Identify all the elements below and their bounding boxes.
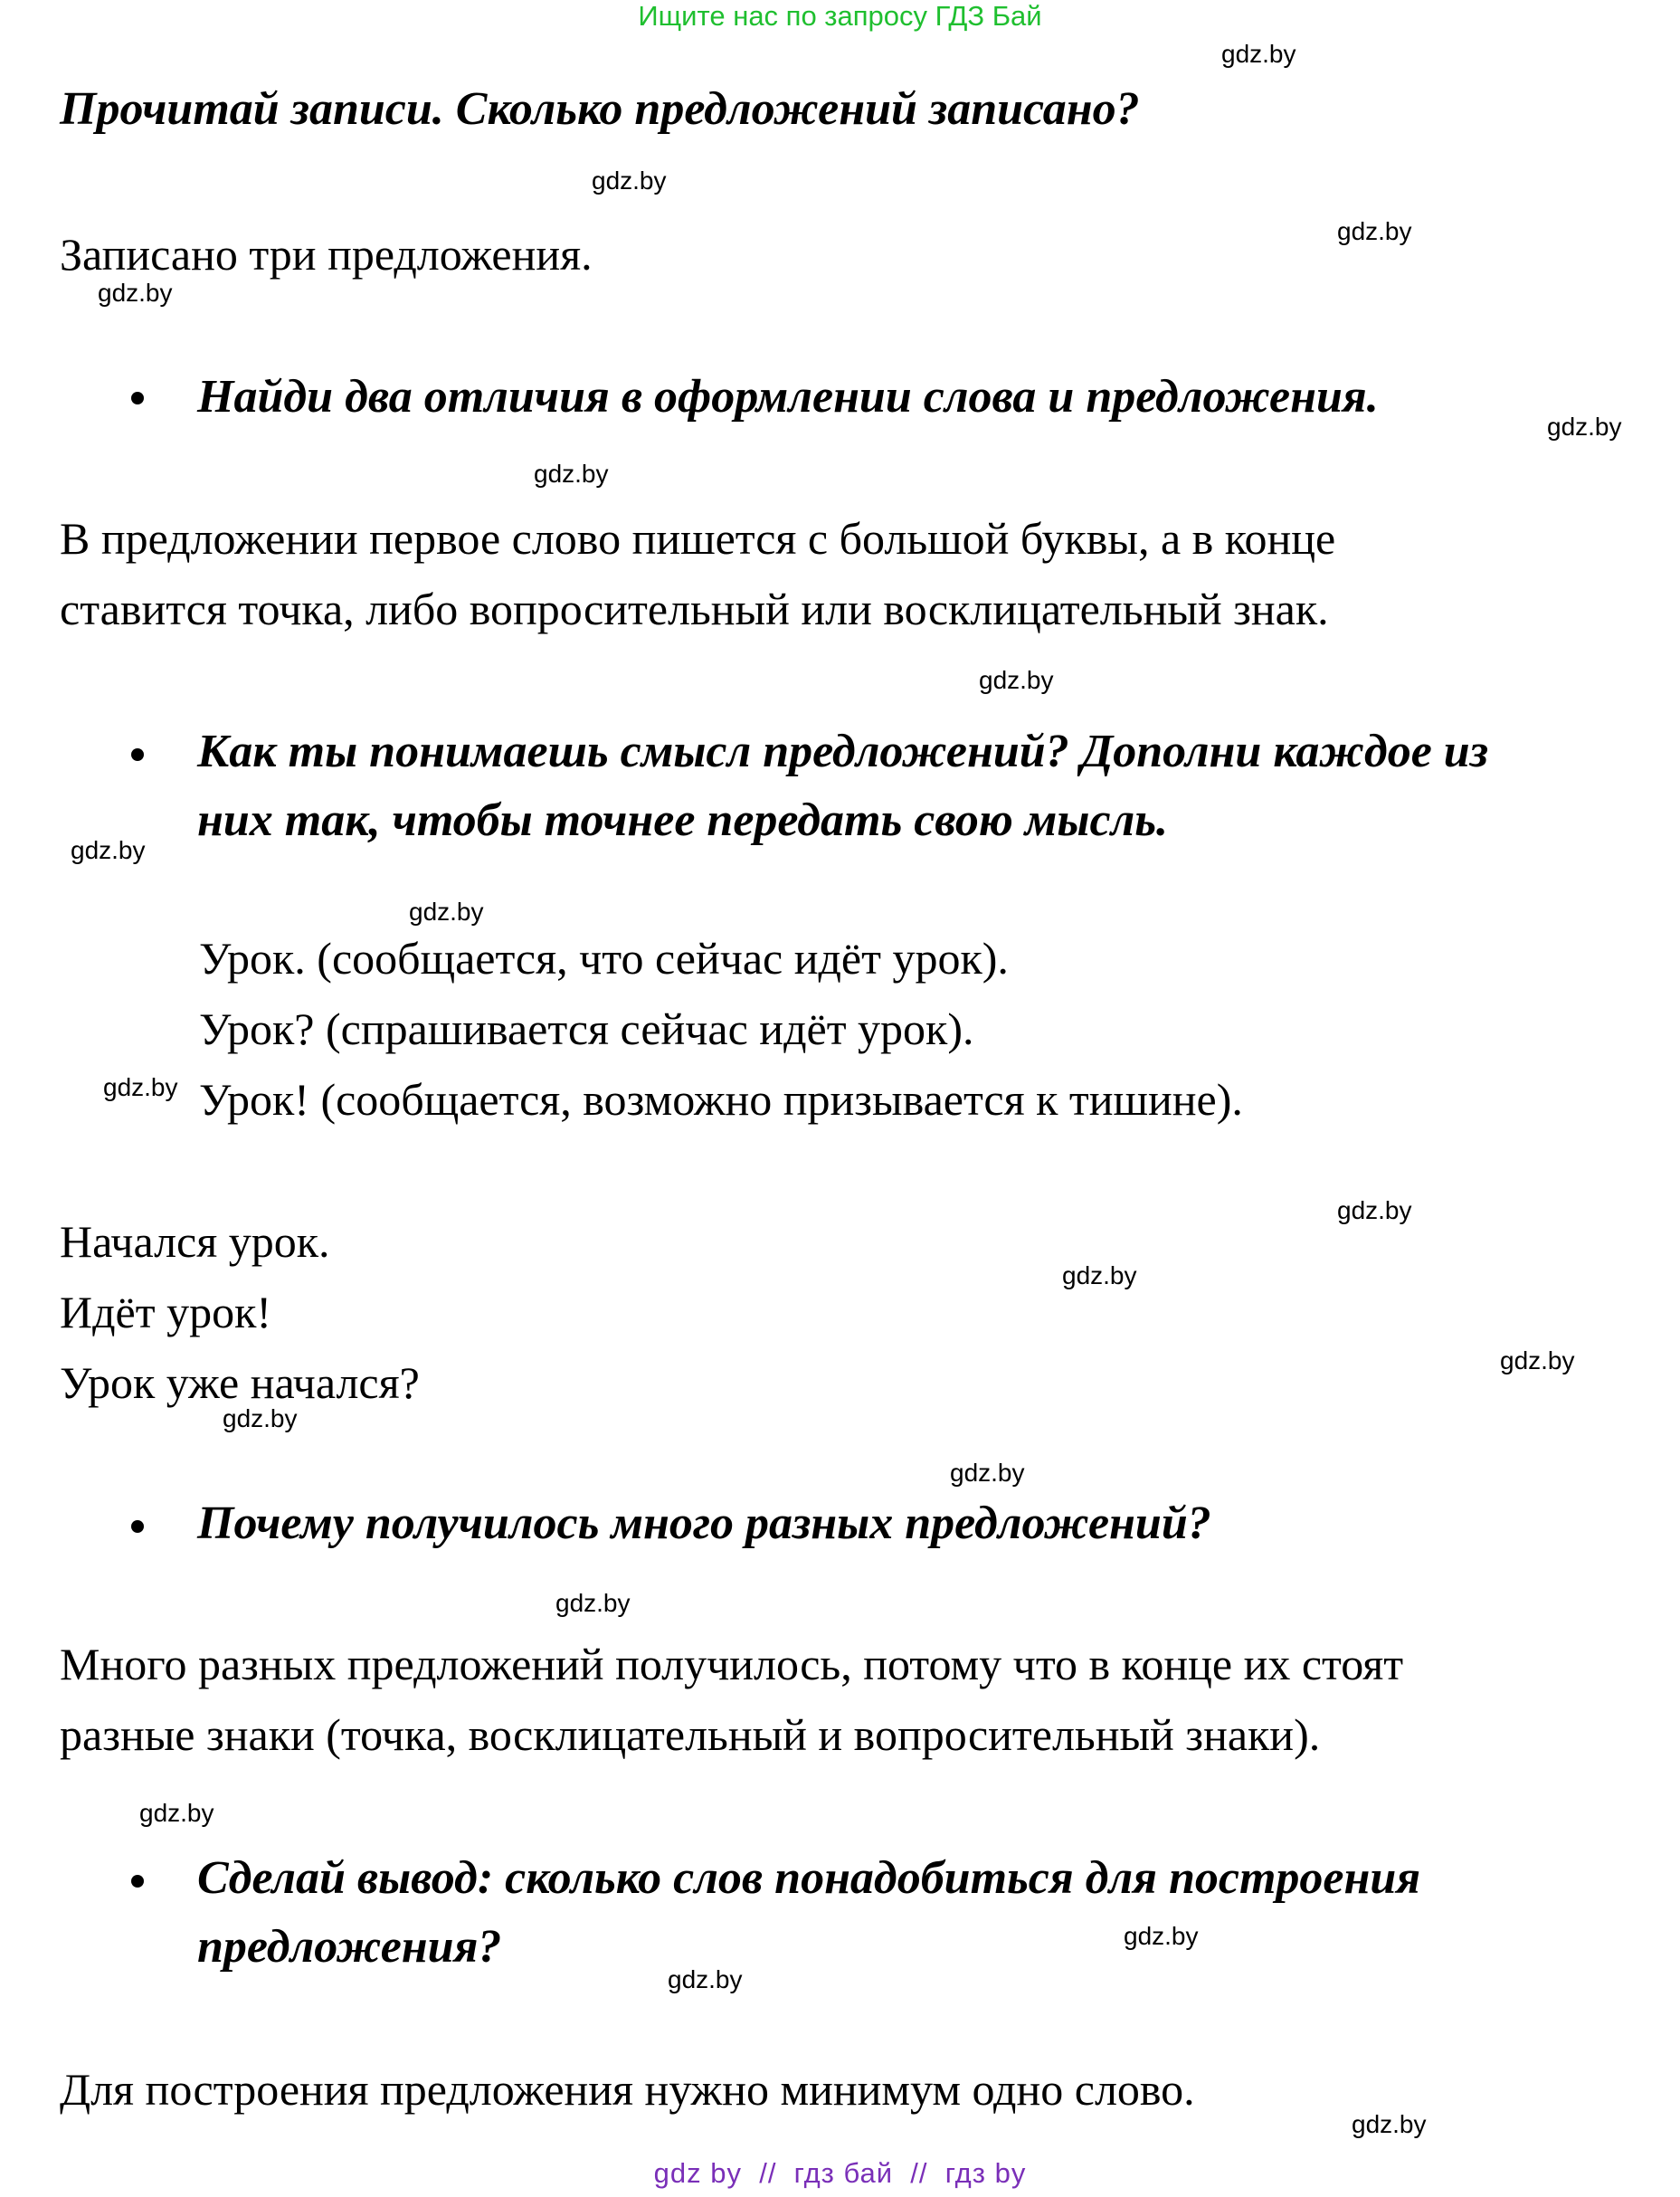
question-5-line-1: Сделай вывод: сколько слов понадобиться для построения [197, 1852, 1421, 1904]
answer-3-item: Урок! (сообщается, возможно призывается к тишине). [199, 1074, 1243, 1125]
watermark: gdz.by [979, 666, 1054, 694]
watermark: gdz.by [71, 836, 146, 864]
question-3-line-1: Как ты понимаешь смысл предложений? Дополни каждое из [197, 726, 1488, 777]
watermark: gdz.by [1547, 413, 1622, 441]
answer-2-line-1: В предложении первое слово пишется с большой буквы, а в конце [60, 513, 1336, 564]
bullet-icon [131, 392, 144, 404]
watermark: gdz.by [592, 166, 667, 195]
answer-2-line-2: ставится точка, либо вопросительный или восклицательный знак. [60, 584, 1329, 634]
watermark: gdz.by [139, 1799, 214, 1827]
answer-4-line-1: Много разных предложений получилось, потому что в конце их стоят [60, 1639, 1404, 1689]
watermark: gdz.by [1337, 217, 1412, 245]
answer-3-example: Начался урок. [60, 1216, 330, 1267]
watermark: gdz.by [1500, 1346, 1575, 1374]
watermark: gdz.by [409, 898, 484, 926]
watermark: gdz.by [1062, 1261, 1137, 1289]
top-banner: Ищите нас по запросу ГДЗ Бай [638, 0, 1042, 32]
watermark: gdz.by [534, 460, 609, 488]
watermark: gdz.by [103, 1073, 178, 1101]
question-3-line-2: них так, чтобы точнее передать свою мысль. [197, 794, 1169, 846]
bullet-icon [131, 1875, 144, 1888]
answer-3-example: Идёт урок! [60, 1287, 272, 1337]
watermark: gdz.by [1221, 40, 1296, 68]
answer-3-example: Урок уже начался? [60, 1357, 420, 1408]
watermark: gdz.by [1352, 2110, 1427, 2138]
answer-3-item: Урок. (сообщается, что сейчас идёт урок). [199, 933, 1009, 984]
watermark: gdz.by [1337, 1196, 1412, 1224]
watermark: gdz.by [1124, 1922, 1199, 1950]
answer-4-line-2: разные знаки (точка, восклицательный и вопросительный знаки). [60, 1709, 1321, 1760]
watermark: gdz.by [555, 1589, 631, 1617]
watermark: gdz.by [950, 1459, 1025, 1487]
footer: gdz by // гдз бай // гдз by [653, 2157, 1027, 2189]
answer-3-item: Урок? (спрашивается сейчас идёт урок). [199, 1003, 974, 1054]
watermark: gdz.by [668, 1965, 743, 1993]
watermark: gdz.by [98, 279, 173, 307]
question-1: Прочитай записи. Сколько предложений записано? [60, 83, 1140, 135]
bullet-icon [131, 748, 144, 761]
answer-1: Записано три предложения. [60, 229, 593, 280]
question-2: Найди два отличия в оформлении слова и предложения. [197, 371, 1379, 423]
answer-5: Для построения предложения нужно минимум одно слово. [60, 2064, 1195, 2115]
bullet-icon [131, 1520, 144, 1533]
watermark: gdz.by [223, 1404, 298, 1432]
question-5-line-2: предложения? [197, 1921, 502, 1973]
question-4: Почему получилось много разных предложений? [197, 1498, 1211, 1549]
